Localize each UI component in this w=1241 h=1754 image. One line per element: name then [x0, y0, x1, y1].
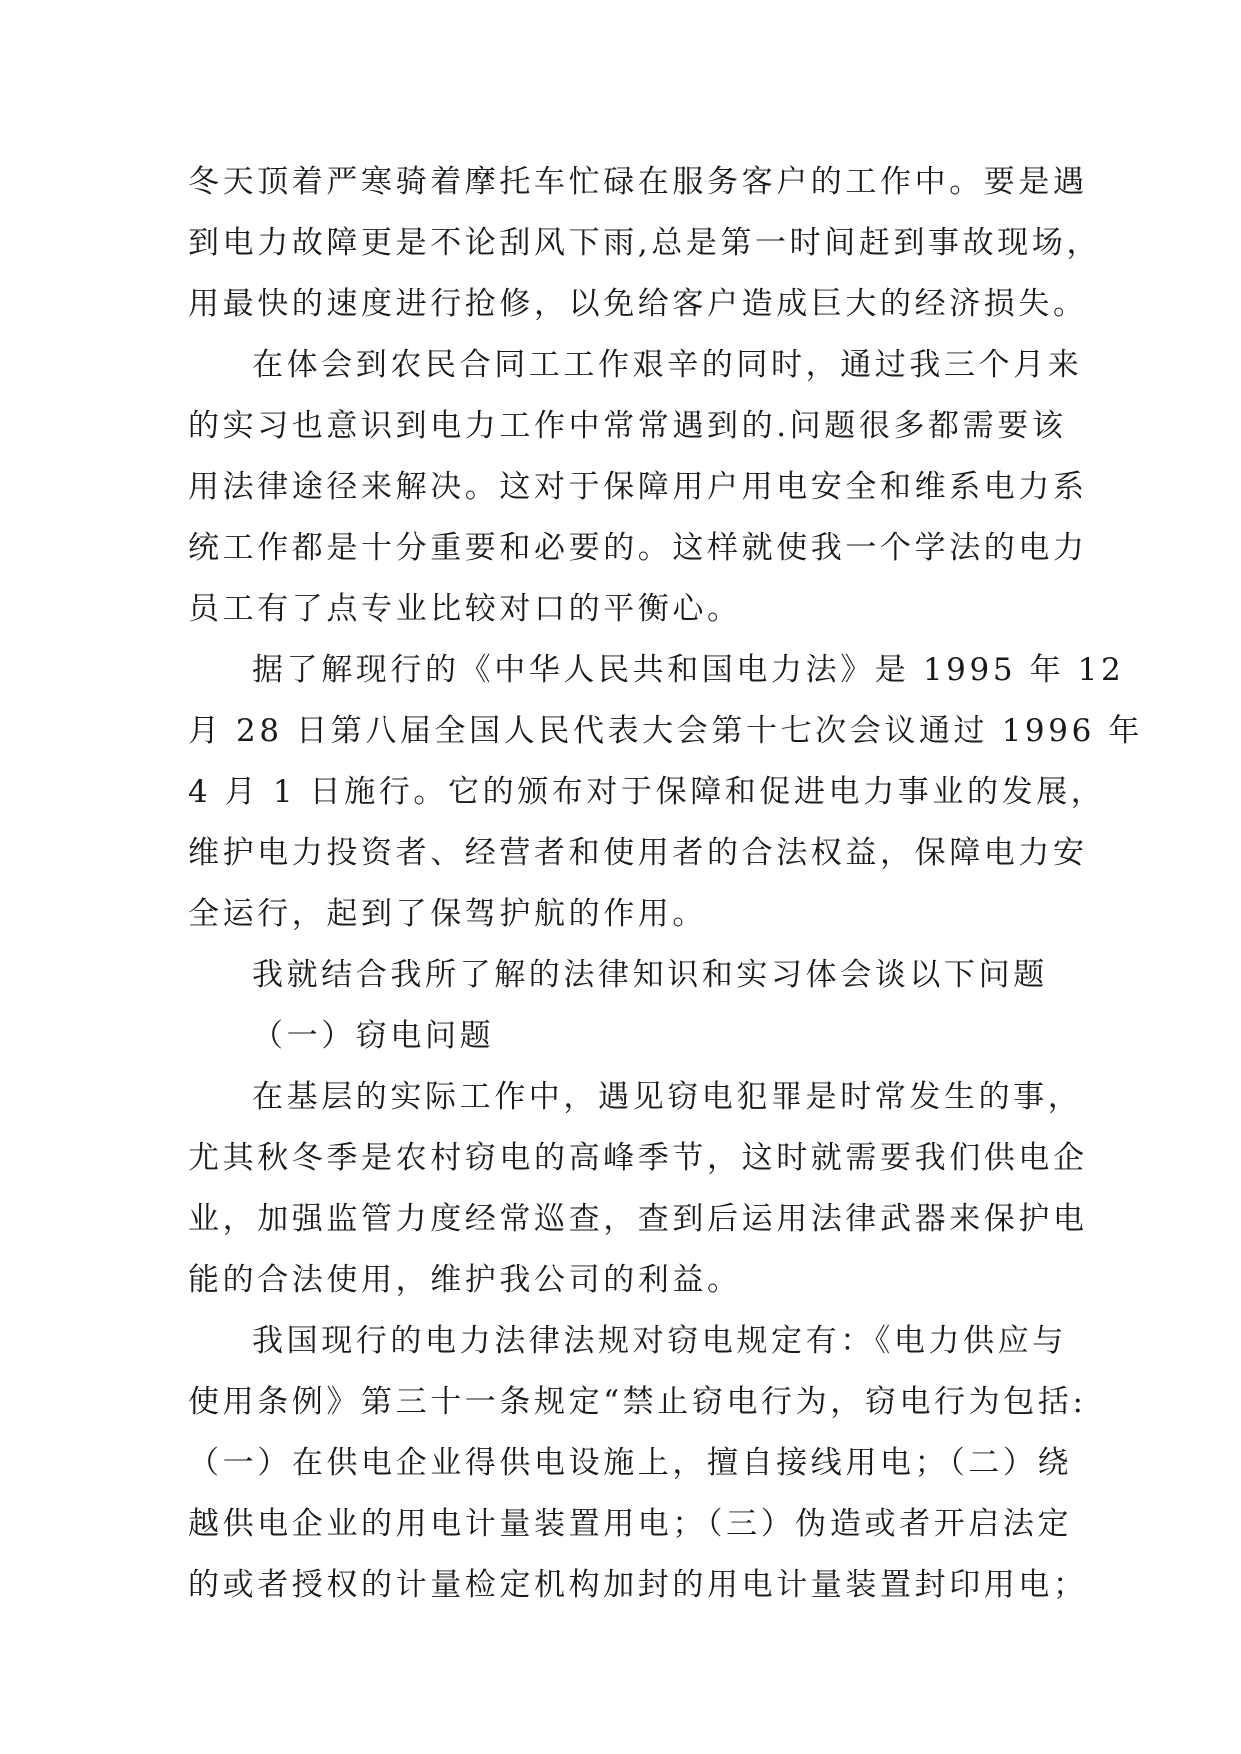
text-line: 员工有了点专业比较对口的平衡心。	[188, 591, 742, 627]
text-line: 使用条例》第三十一条规定“禁止窃电行为，窃电行为包括:	[188, 1384, 1087, 1420]
text-line: 维护电力投资者、经营者和使用者的合法权益，保障电力安	[188, 835, 1088, 871]
paragraph-first-line: 我就结合我所了解的法律知识和实习体会谈以下问题	[252, 957, 1048, 993]
text-line: 的或者授权的计量检定机构加封的用电计量装置封印用电；	[188, 1567, 1088, 1603]
body-text	[188, 152, 1143, 1616]
text-line: 到电力故障更是不论刮风下雨,总是第一时间赶到事故现场，	[188, 225, 1102, 261]
text-line: 月 28 日第八届全国人民代表大会第十七次会议通过 1996 年	[188, 713, 1143, 749]
text-line: 尤其秋冬季是农村窃电的高峰季节，这时就需要我们供电企	[188, 1140, 1088, 1176]
text-line: 用法律途径来解决。这对于保障用户用电安全和维系电力系	[188, 469, 1088, 505]
text-line: （一）在供电企业得供电设施上，擅自接线用电；（二）绕	[188, 1445, 1073, 1481]
text-line: 统工作都是十分重要和必要的。这样就使我一个学法的电力	[188, 530, 1088, 566]
paragraph-first-line: 在基层的实际工作中，遇见窃电犯罪是时常发生的事，	[252, 1079, 1083, 1115]
text-line: 冬天顶着严寒骑着摩托车忙碌在服务客户的工作中。要是遇	[188, 164, 1088, 200]
text-line: 业，加强监管力度经常巡查，查到后运用法律武器来保护电	[188, 1201, 1088, 1237]
text-line: 4 月 1 日施行。它的颁布对于保障和促进电力事业的发展，	[188, 774, 1106, 810]
text-line: 用最快的速度进行抢修，以免给客户造成巨大的经济损失。	[188, 286, 1088, 322]
text-line: 能的合法使用，维护我公司的利益。	[188, 1262, 742, 1298]
paragraph-first-line: 我国现行的电力法律法规对窃电规定有：《电力供应与	[252, 1323, 1067, 1359]
paragraph-first-line: 据了解现行的《中华人民共和国电力法》是 1995 年 12	[252, 652, 1125, 688]
text-line: 全运行，起到了保驾护航的作用。	[188, 896, 707, 932]
text-line: 的实习也意识到电力工作中常常遇到的.问题很多都需要该	[188, 408, 1067, 444]
paragraph-first-line: 在体会到农民合同工工作艰辛的同时，通过我三个月来	[252, 347, 1083, 383]
section-heading: （一）窃电问题	[252, 1018, 495, 1054]
text-line: 越供电企业的用电计量装置用电；（三）伪造或者开启法定	[188, 1506, 1073, 1542]
